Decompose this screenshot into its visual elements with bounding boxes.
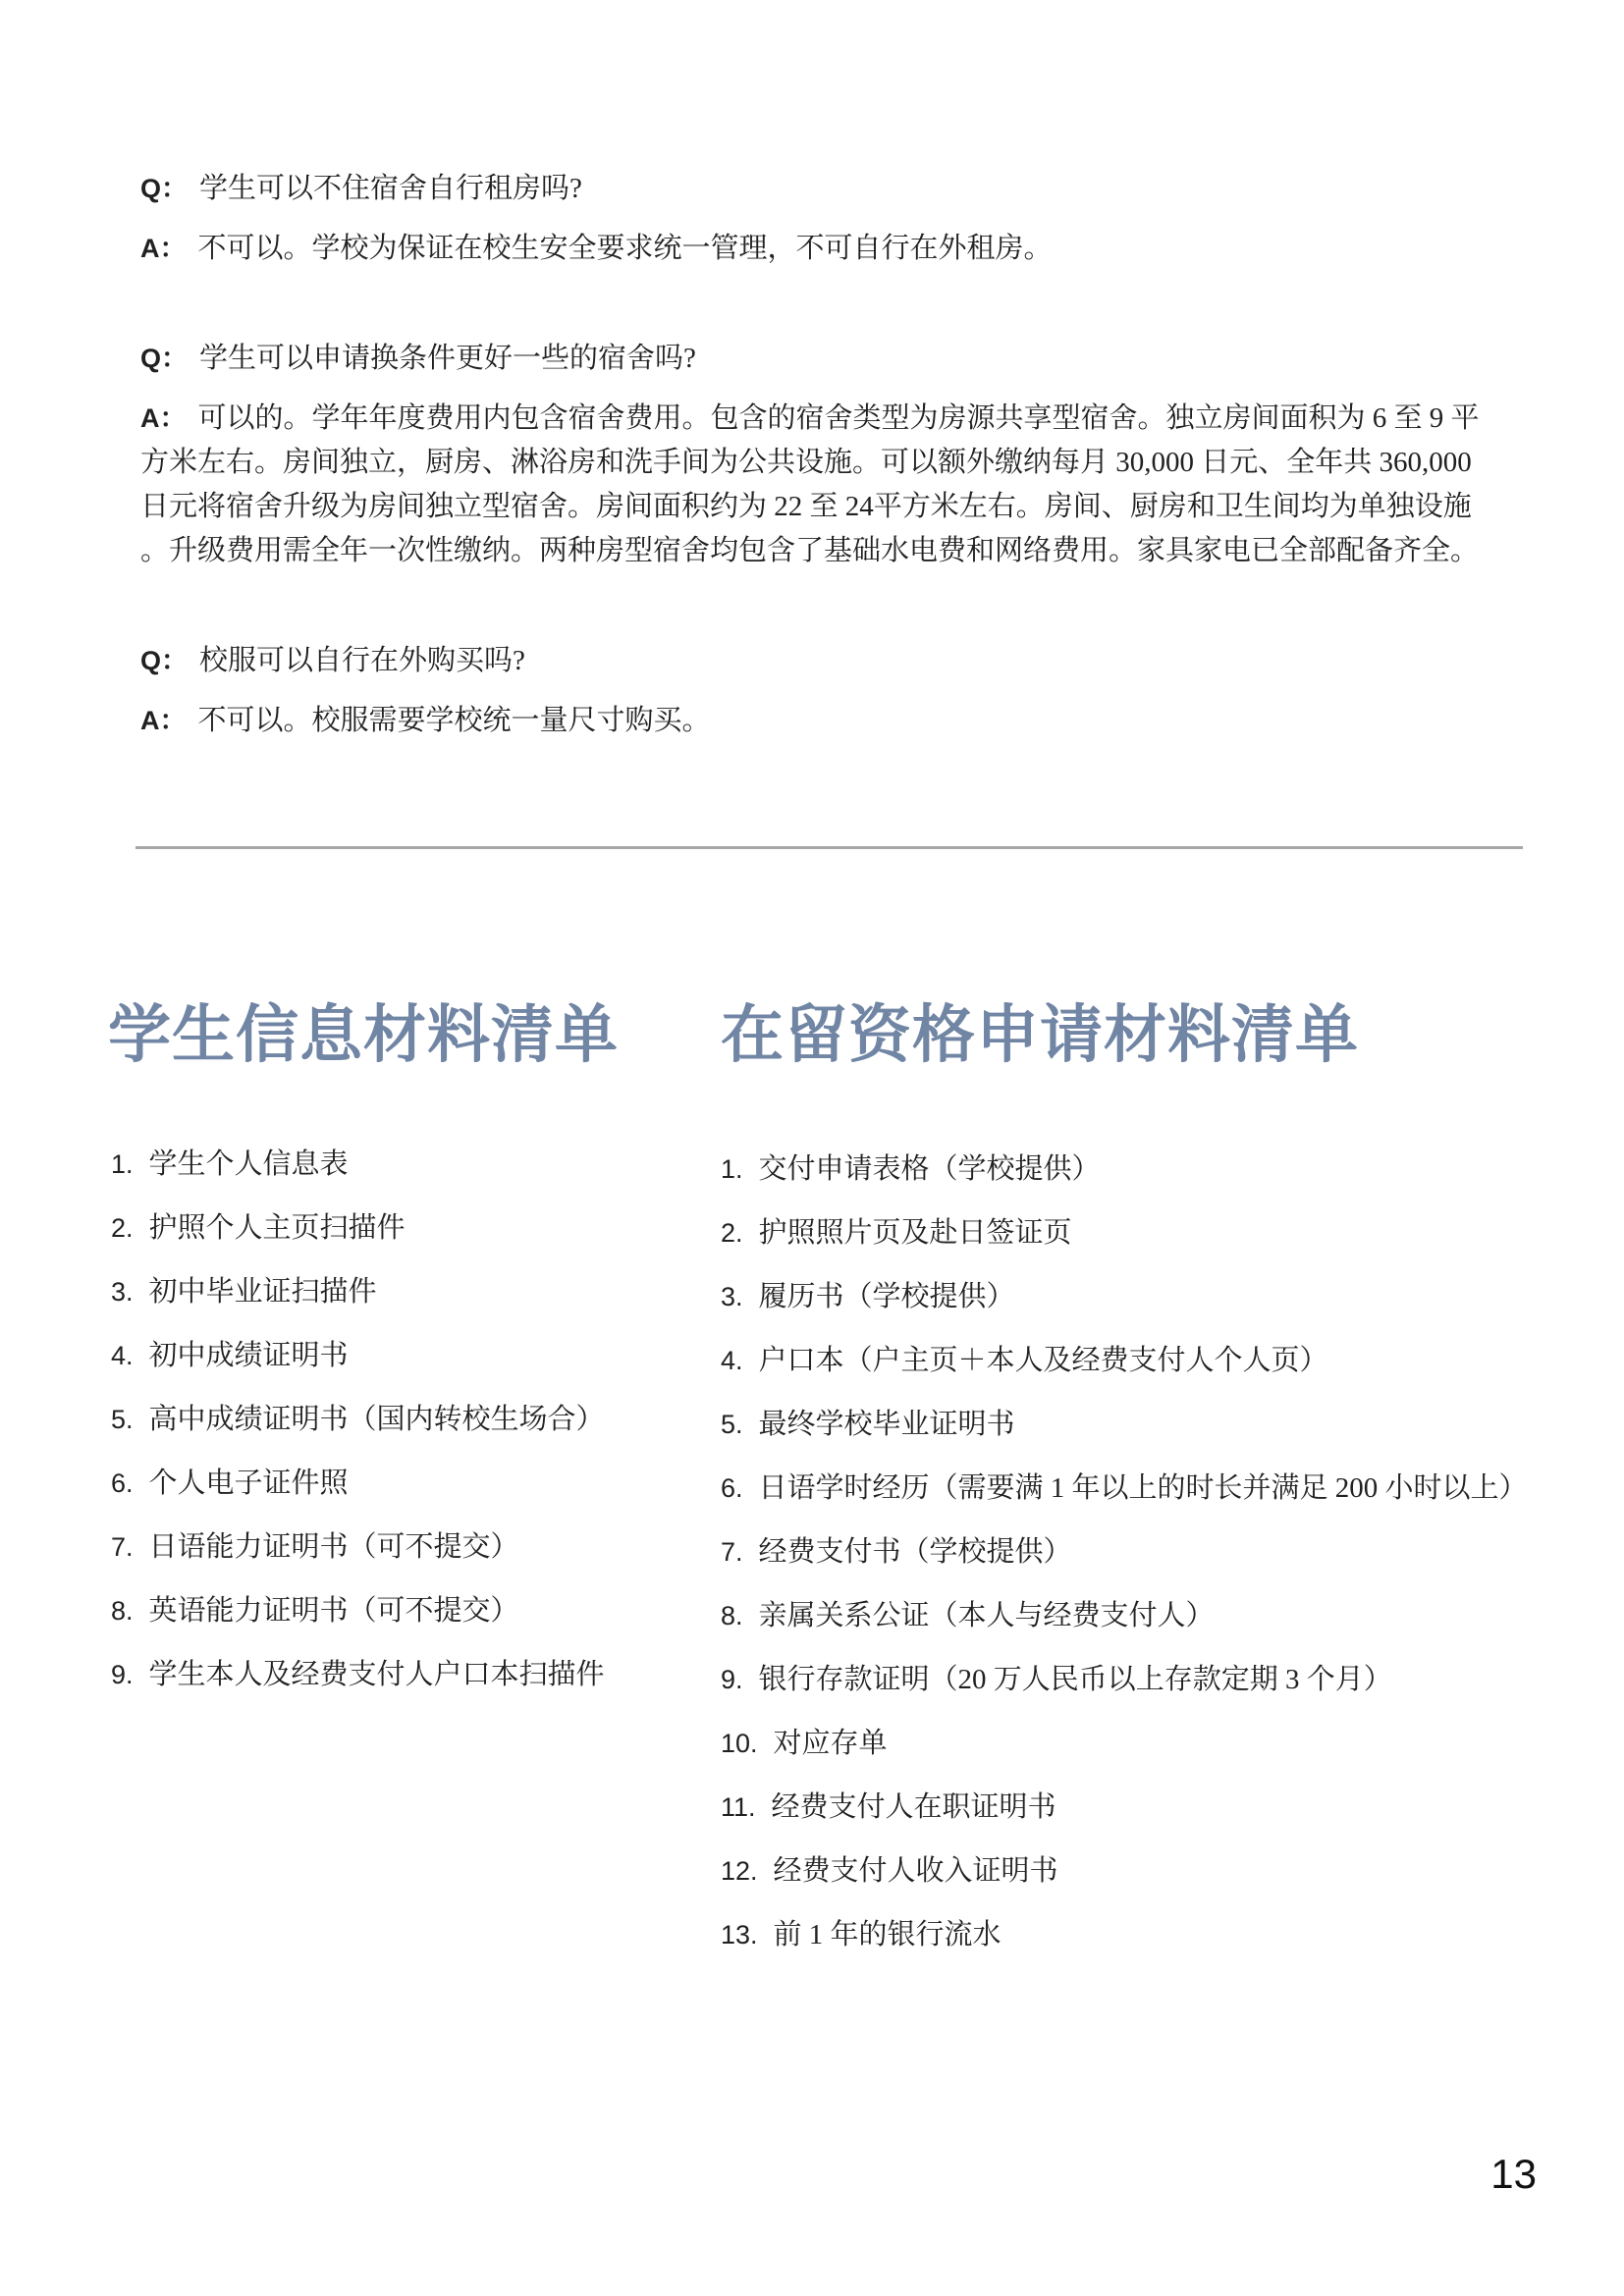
qa-block [140, 639, 1535, 743]
question-text: 学生可以不住宿舍自行租房吗? [199, 173, 582, 204]
list-item-text: 交付申请表格（学校提供） [758, 1153, 1101, 1185]
answer-prefix: A： [140, 403, 187, 433]
list-item-text: 履历书（学校提供） [758, 1281, 1015, 1312]
list-item-number: 3. [721, 1282, 743, 1311]
student-info-material-list [111, 1143, 605, 1717]
list-item-number: 6. [721, 1473, 743, 1503]
answer-line: 。升级费用需全年一次性缴纳。两种房型宿舍均包含了基础水电费和网络费用。家具家电已全部配备齐全。 [140, 535, 1480, 566]
list-item [721, 1403, 1528, 1447]
answer-text: 不可以。校服需要学校统一量尺寸购买。 [197, 705, 711, 736]
list-item [721, 1148, 1528, 1192]
list-item-text: 日语能力证明书（可不提交） [148, 1531, 519, 1563]
list-item-text: 学生个人信息表 [148, 1148, 349, 1180]
question-line [140, 337, 1535, 381]
list-item-text: 最终学校毕业证明书 [758, 1409, 1015, 1440]
list-item-number: 4. [721, 1346, 743, 1375]
list-item-text: 初中成绩证明书 [148, 1340, 349, 1371]
question-text: 校服可以自行在外购买吗? [199, 645, 525, 676]
list-item [111, 1653, 605, 1697]
list-item [111, 1398, 605, 1442]
qa-block [140, 337, 1535, 573]
list-item [721, 1275, 1528, 1319]
list-item-number: 8. [721, 1601, 743, 1630]
list-item [721, 1530, 1528, 1575]
question-prefix: Q： [140, 646, 189, 675]
list-item [111, 1143, 605, 1187]
residence-application-material-list [721, 1148, 1528, 1977]
answer-line: 日元将宿舍升级为房间独立型宿舍。房间面积约为 22 至 24平方米左右。房间、厨房和卫生间均为单独设施 [140, 491, 1472, 522]
list-item-number: 8. [111, 1596, 134, 1626]
list-item-text: 护照照片页及赴日签证页 [758, 1217, 1072, 1249]
list-item-number: 1. [111, 1149, 134, 1179]
list-item [111, 1589, 605, 1633]
student-info-list-title: 学生信息材料清单 [108, 1000, 619, 1070]
list-item [721, 1913, 1528, 1957]
question-prefix: Q： [140, 344, 189, 373]
list-item-text: 户口本（户主页＋本人及经费支付人个人页） [758, 1345, 1328, 1376]
list-item [111, 1525, 605, 1570]
list-item-number: 7. [111, 1532, 134, 1562]
list-item-number: 2. [721, 1218, 743, 1248]
list-item [721, 1849, 1528, 1894]
list-item-text: 初中毕业证扫描件 [148, 1276, 377, 1308]
list-item-number: 2. [111, 1213, 134, 1243]
list-item [721, 1339, 1528, 1383]
answer-prefix: A： [140, 234, 187, 263]
list-item-number: 9. [111, 1660, 134, 1689]
list-item [721, 1211, 1528, 1255]
list-item-text: 经费支付人收入证明书 [773, 1855, 1058, 1887]
page-number: 13 [1490, 2151, 1537, 2197]
list-item-number: 5. [111, 1405, 134, 1434]
list-item-text: 英语能力证明书（可不提交） [148, 1595, 519, 1627]
list-item-number: 13. [721, 1920, 758, 1949]
list-item-number: 1. [721, 1154, 743, 1184]
list-item-text: 护照个人主页扫描件 [148, 1212, 406, 1244]
answer-line [140, 227, 1535, 271]
list-item [111, 1334, 605, 1378]
list-item [111, 1270, 605, 1314]
question-prefix: Q： [140, 174, 189, 203]
list-item-text: 经费支付书（学校提供） [758, 1536, 1072, 1568]
list-item-number: 12. [721, 1856, 758, 1886]
question-text: 学生可以申请换条件更好一些的宿舍吗? [199, 343, 696, 374]
list-item-number: 4. [111, 1341, 134, 1370]
list-item [721, 1786, 1528, 1830]
question-line [140, 167, 1535, 211]
list-item [111, 1206, 605, 1251]
faq-section [140, 167, 1535, 743]
list-item [721, 1722, 1528, 1766]
list-item-number: 9. [721, 1665, 743, 1694]
list-item-number: 3. [111, 1277, 134, 1307]
list-item-text: 日语学时经历（需要满 1 年以上的时长并满足 200 小时以上） [758, 1472, 1528, 1504]
list-item-number: 5. [721, 1410, 743, 1439]
list-item [721, 1467, 1528, 1511]
list-item-text: 亲属关系公证（本人与经费支付人） [758, 1600, 1215, 1631]
answer-line [140, 699, 1535, 743]
residence-application-list-title: 在留资格申请材料清单 [721, 1000, 1359, 1070]
section-divider [135, 846, 1523, 849]
list-item [721, 1594, 1528, 1638]
list-item-text: 银行存款证明（20 万人民币以上存款定期 3 个月） [758, 1664, 1392, 1695]
list-item-text: 个人电子证件照 [148, 1468, 349, 1499]
answer-text: 不可以。学校为保证在校生安全要求统一管理，不可自行在外租房。 [197, 233, 1053, 264]
list-item [721, 1658, 1528, 1702]
list-item-text: 前 1 年的银行流水 [773, 1919, 1001, 1950]
qa-block [140, 167, 1535, 271]
list-item-number: 7. [721, 1537, 743, 1567]
list-item-text: 高中成绩证明书（国内转校生场合） [148, 1404, 605, 1435]
question-line [140, 639, 1535, 683]
answer-text: 可以的。学年年度费用内包含宿舍费用。包含的宿舍类型为房源共享型宿舍。独立房间面积为 6 至 9 平 [197, 402, 1480, 434]
list-item [111, 1462, 605, 1506]
list-item-text: 学生本人及经费支付人户口本扫描件 [148, 1659, 605, 1690]
answer-line: 方米左右。房间独立，厨房、淋浴房和洗手间为公共设施。可以额外缴纳每月 30,000 日元、全年共 360,000 [140, 447, 1472, 478]
list-item-number: 10. [721, 1729, 758, 1758]
list-item-text: 对应存单 [773, 1728, 888, 1759]
list-item-number: 6. [111, 1468, 134, 1498]
answer-prefix: A： [140, 706, 187, 735]
list-item-number: 11. [721, 1792, 756, 1822]
list-item-text: 经费支付人在职证明书 [771, 1791, 1056, 1823]
answer-line [140, 397, 1535, 441]
